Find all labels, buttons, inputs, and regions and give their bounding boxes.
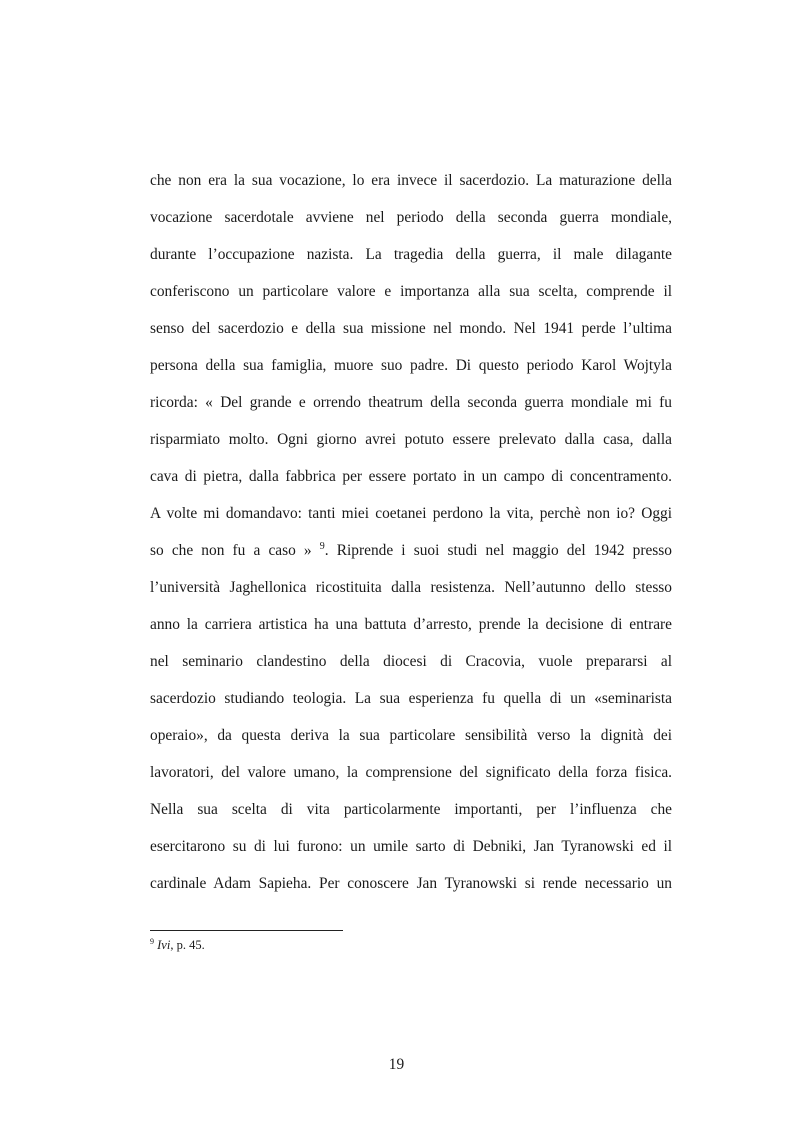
text-line: ricorda: « Del grande e orrendo theatrum della seconda guerra mondiale mi fu <box>150 394 672 411</box>
text-line: cava di pietra, dalla fabbrica per essere portato in un campo di concentramento. <box>150 468 672 485</box>
page-number: 19 <box>388 1056 405 1073</box>
text-line: l’università Jaghellonica ricostituita dalla resistenza. Nell’autunno dello stesso <box>150 579 672 596</box>
text-line <box>150 537 672 574</box>
footnote-number: 9 <box>150 937 154 946</box>
text-fragment: so che non fu a caso » <box>150 542 312 559</box>
footnote-separator <box>150 930 343 931</box>
footnote <box>150 937 205 953</box>
text-line: lavoratori, del valore umano, la comprensione del significato della forza fisica. <box>150 764 672 781</box>
body-text <box>150 167 672 907</box>
footnote-reference[interactable]: 9 <box>319 541 325 552</box>
text-line: durante l’occupazione nazista. La tragedia della guerra, il male dilagante <box>150 246 672 263</box>
text-line: A volte mi domandavo: tanti miei coetanei perdono la vita, perchè non io? Oggi <box>150 505 672 522</box>
text-line: cardinale Adam Sapieha. Per conoscere Jan Tyranowski si rende necessario un <box>150 875 672 892</box>
footnote-rest: , p. 45. <box>170 938 205 952</box>
text-line: esercitarono su di lui furono: un umile sarto di Debniki, Jan Tyranowski ed il <box>150 838 672 855</box>
text-line: sacerdozio studiando teologia. La sua esperienza fu quella di un «seminarista <box>150 690 672 707</box>
text-line: vocazione sacerdotale avviene nel periodo della seconda guerra mondiale, <box>150 209 672 226</box>
footnote-source: Ivi <box>157 938 171 952</box>
text-line: anno la carriera artistica ha una battuta d’arresto, prende la decisione di entrare <box>150 616 672 633</box>
text-line: operaio», da questa deriva la sua particolare sensibilità verso la dignità dei <box>150 727 672 744</box>
text-line: nel seminario clandestino della diocesi di Cracovia, vuole prepararsi al <box>150 653 672 670</box>
text-line: persona della sua famiglia, muore suo padre. Di questo periodo Karol Wojtyla <box>150 357 672 374</box>
text-line: Nella sua scelta di vita particolarmente importanti, per l’influenza che <box>150 801 672 818</box>
text-line: risparmiato molto. Ogni giorno avrei potuto essere prelevato dalla casa, dalla <box>150 431 672 448</box>
text-line: senso del sacerdozio e della sua missione nel mondo. Nel 1941 perde l’ultima <box>150 320 672 337</box>
text-fragment: . Riprende i suoi studi nel maggio del 1942 presso <box>324 542 672 559</box>
text-line: conferiscono un particolare valore e importanza alla sua scelta, comprende il <box>150 283 672 300</box>
text-line: che non era la sua vocazione, lo era invece il sacerdozio. La maturazione della <box>150 172 672 189</box>
